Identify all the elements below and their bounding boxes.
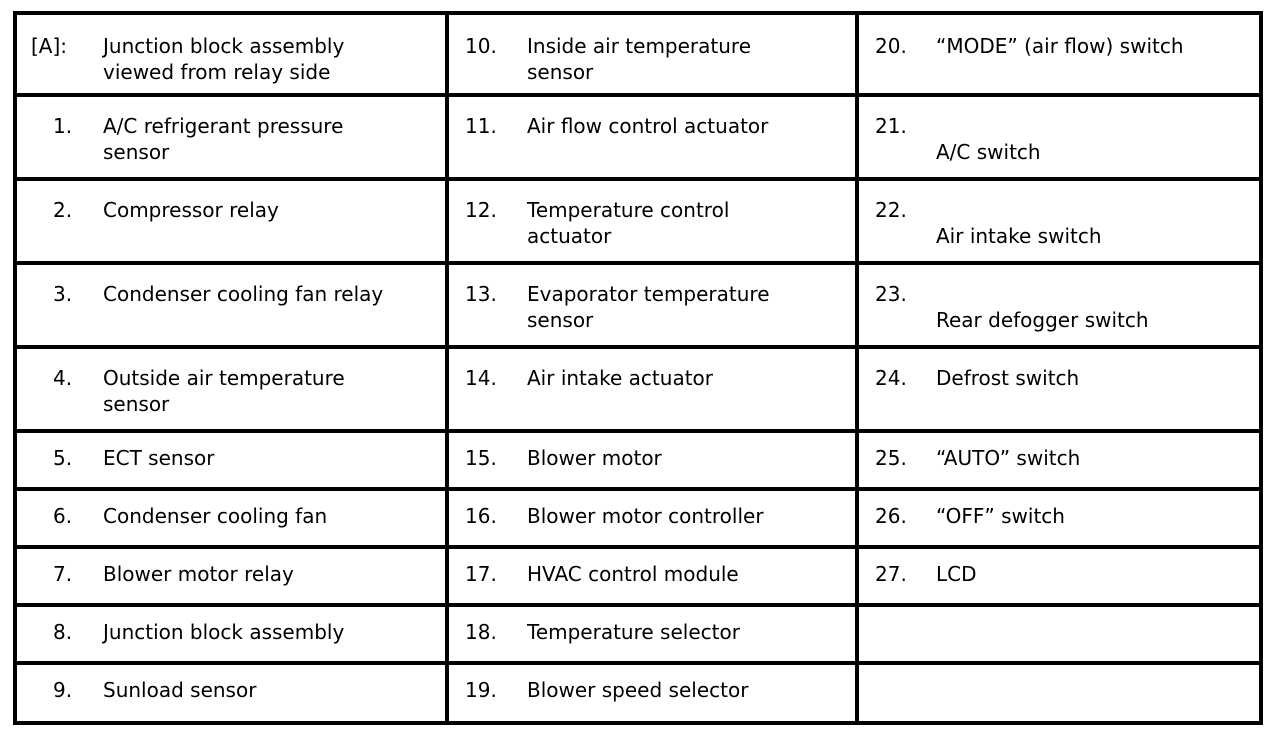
item-number: 4. [53, 366, 73, 390]
item-label-line: Air intake actuator [527, 366, 714, 390]
item-label-line: Condenser cooling fan relay [103, 282, 384, 306]
item-label-line: “AUTO” switch [936, 446, 1081, 470]
item-label-line: Air intake switch [936, 224, 1102, 248]
item-number: 17. [465, 562, 497, 586]
legend-cell [17, 347, 445, 431]
item-number: 13. [465, 282, 497, 306]
item-label [527, 503, 764, 529]
item-number: 20. [875, 34, 907, 58]
item-label-line: “MODE” (air flow) switch [936, 34, 1184, 58]
item-label-line: actuator [527, 224, 612, 248]
item-label-line: Junction block assembly [103, 620, 345, 644]
item-label [103, 677, 256, 703]
item-number: 18. [465, 620, 497, 644]
item-number: 16. [465, 504, 497, 528]
item-label-line: viewed from relay side [103, 60, 331, 84]
item-label [936, 307, 1149, 333]
legend-cell [859, 489, 1259, 547]
legend-cell [859, 95, 1259, 179]
legend-cell [449, 431, 855, 489]
item-label-line: Condenser cooling fan [103, 504, 328, 528]
item-label-line: Sunload sensor [103, 678, 257, 702]
legend-cell [859, 15, 1259, 95]
item-number: 9. [53, 678, 73, 702]
item-label-line: A/C refrigerant pressure [103, 114, 344, 138]
item-label [103, 365, 345, 417]
item-label-line: Temperature control [527, 198, 730, 222]
item-label [936, 139, 1041, 165]
legend-cell [17, 95, 445, 179]
item-number: 23. [875, 282, 907, 306]
legend-cell [17, 15, 445, 95]
item-number: 6. [53, 504, 73, 528]
item-label-line: ECT sensor [103, 446, 215, 470]
legend-cell [17, 605, 445, 663]
legend-cell [859, 663, 1259, 721]
legend-cell [859, 263, 1259, 347]
item-label [527, 197, 729, 249]
item-label-line: Blower speed selector [527, 678, 749, 702]
item-label-line: Blower motor controller [527, 504, 764, 528]
item-label-line: sensor [103, 392, 170, 416]
item-number: 27. [875, 562, 907, 586]
legend-cell [449, 347, 855, 431]
item-label-line: Air flow control actuator [527, 114, 769, 138]
legend-cell [449, 663, 855, 721]
legend-cell [17, 431, 445, 489]
item-number: 2. [53, 198, 73, 222]
legend-cell [17, 263, 445, 347]
item-number: 26. [875, 504, 907, 528]
item-label-line: Junction block assembly [103, 34, 345, 58]
item-label-line: Temperature selector [527, 620, 740, 644]
legend-cell [859, 431, 1259, 489]
item-label [936, 365, 1079, 391]
item-label-line: Inside air temperature [527, 34, 752, 58]
item-label-line: Evaporator temperature [527, 282, 770, 306]
legend-cell [17, 489, 445, 547]
item-number: [A]: [31, 34, 68, 58]
item-label-line: Blower motor [527, 446, 662, 470]
item-number: 24. [875, 366, 907, 390]
item-label [936, 223, 1102, 249]
item-label [936, 561, 977, 587]
item-label-line: Blower motor relay [103, 562, 294, 586]
item-number: 3. [53, 282, 73, 306]
item-label [103, 113, 343, 165]
legend-cell [859, 547, 1259, 605]
item-number: 15. [465, 446, 497, 470]
item-number: 5. [53, 446, 73, 470]
legend-cell [859, 179, 1259, 263]
item-label [103, 33, 344, 85]
item-label [527, 113, 768, 139]
item-number: 21. [875, 114, 907, 138]
item-number: 12. [465, 198, 497, 222]
item-number: 19. [465, 678, 497, 702]
legend-table [13, 11, 1263, 725]
item-number: 8. [53, 620, 73, 644]
legend-cell [17, 179, 445, 263]
legend-cell [449, 605, 855, 663]
item-label [103, 281, 383, 307]
item-label-line: sensor [527, 60, 594, 84]
item-label-line: LCD [936, 562, 977, 586]
item-number: 7. [53, 562, 73, 586]
item-label [527, 281, 770, 333]
item-label-line: Defrost switch [936, 366, 1080, 390]
item-number: 11. [465, 114, 497, 138]
item-label-line: HVAC control module [527, 562, 739, 586]
item-label [527, 365, 713, 391]
item-label-line: sensor [527, 308, 594, 332]
item-label-line: “OFF” switch [936, 504, 1065, 528]
item-number: 14. [465, 366, 497, 390]
item-label-line: Compressor relay [103, 198, 279, 222]
legend-cell [859, 605, 1259, 663]
item-number: 1. [53, 114, 73, 138]
item-label [936, 503, 1065, 529]
legend-cell [449, 489, 855, 547]
legend-cell [859, 347, 1259, 431]
item-label-line: Outside air temperature [103, 366, 345, 390]
item-label [103, 197, 279, 223]
item-label-line: A/C switch [936, 140, 1041, 164]
legend-cell [17, 663, 445, 721]
item-number: 10. [465, 34, 497, 58]
item-label [527, 619, 740, 645]
legend-cell [449, 95, 855, 179]
item-number: 25. [875, 446, 907, 470]
legend-cell [17, 547, 445, 605]
item-label [527, 445, 662, 471]
legend-cell [449, 15, 855, 95]
legend-cell [449, 179, 855, 263]
item-label [103, 445, 214, 471]
item-label [936, 33, 1184, 59]
item-label [527, 561, 739, 587]
item-label-line: Rear defogger switch [936, 308, 1149, 332]
item-label [936, 445, 1080, 471]
legend-cell [449, 547, 855, 605]
legend-cell [449, 263, 855, 347]
item-label [103, 503, 327, 529]
item-label [103, 619, 344, 645]
item-label [103, 561, 294, 587]
item-label [527, 677, 748, 703]
item-number: 22. [875, 198, 907, 222]
item-label [527, 33, 751, 85]
item-label-line: sensor [103, 140, 170, 164]
